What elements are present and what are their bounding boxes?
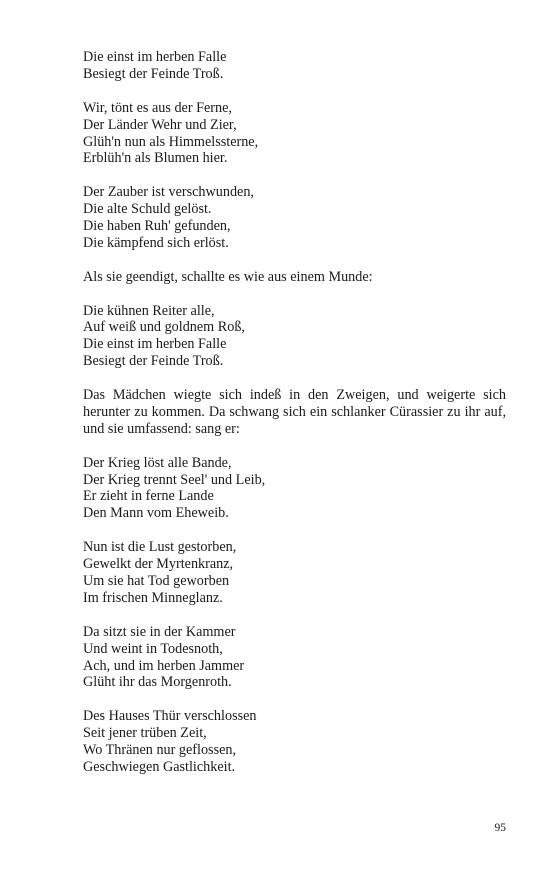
- verse-line: Nun ist die Lust gestorben,: [83, 539, 237, 556]
- verse-line: Er zieht in ferne Lande: [83, 488, 214, 505]
- verse-line: Seit jener trüben Zeit,: [83, 725, 207, 742]
- verse-line: Gewelkt der Myrtenkranz,: [83, 556, 234, 573]
- verse-line: Im frischen Minneglanz.: [83, 589, 223, 606]
- verse-line: Um sie hat Tod geworben: [83, 572, 230, 589]
- prose-paragraph: Als sie geendigt, schallte es wie aus einem Munde:: [83, 268, 373, 285]
- page-number: 95: [494, 822, 506, 834]
- verse-line: Die kämpfend sich erlöst.: [83, 234, 229, 251]
- verse-line: Die haben Ruh' gefunden,: [83, 218, 231, 235]
- prose-paragraph: Das Mädchen wiegte sich indeß in den Zweigen, und weigerte sich herunter zu kommen. Da schwang sich ein schlanker Cürassier zu ihr auf, und sie umfassend: sang er:: [83, 387, 506, 437]
- verse-line: Geschwiegen Gastlichkeit.: [83, 758, 236, 775]
- verse-line: Die einst im herben Falle: [83, 336, 227, 353]
- verse-line: Des Hauses Thür verschlossen: [83, 708, 257, 725]
- stanza: [83, 708, 506, 776]
- verse-line: Die kühnen Reiter alle,: [83, 302, 215, 319]
- stanza: [83, 303, 506, 371]
- verse-line: Glüht ihr das Morgenroth.: [83, 674, 232, 691]
- verse-line: Glüh'n nun als Himmelssterne,: [83, 133, 259, 150]
- stanza: [83, 100, 506, 168]
- verse-line: Die alte Schuld gelöst.: [83, 201, 212, 218]
- verse-line: Erblüh'n als Blumen hier.: [83, 150, 228, 167]
- stanza: [83, 49, 506, 83]
- verse-line: Auf weiß und goldnem Roß,: [83, 319, 245, 336]
- verse-line: Da sitzt sie in der Kammer: [83, 623, 236, 640]
- verse-line: Der Krieg löst alle Bande,: [83, 454, 232, 471]
- stanza: [83, 624, 506, 692]
- verse-line: Die einst im herben Falle: [83, 49, 227, 65]
- verse-line: Der Zauber ist verschwunden,: [83, 184, 254, 201]
- page-body: [83, 49, 506, 793]
- verse-line: Besiegt der Feinde Troß.: [83, 65, 224, 82]
- verse-line: Wo Thränen nur geflossen,: [83, 742, 237, 759]
- verse-line: Und weint in Todesnoth,: [83, 640, 223, 657]
- verse-line: Der Krieg trennt Seel' und Leib,: [83, 471, 266, 488]
- verse-line: Ach, und im herben Jammer: [83, 657, 245, 674]
- verse-line: Den Mann vom Eheweib.: [83, 505, 229, 522]
- verse-line: Besiegt der Feinde Troß.: [83, 353, 224, 370]
- stanza: [83, 455, 506, 523]
- stanza: [83, 184, 506, 252]
- verse-line: Wir, tönt es aus der Ferne,: [83, 99, 232, 116]
- verse-line: Der Länder Wehr und Zier,: [83, 116, 237, 133]
- stanza: [83, 539, 506, 607]
